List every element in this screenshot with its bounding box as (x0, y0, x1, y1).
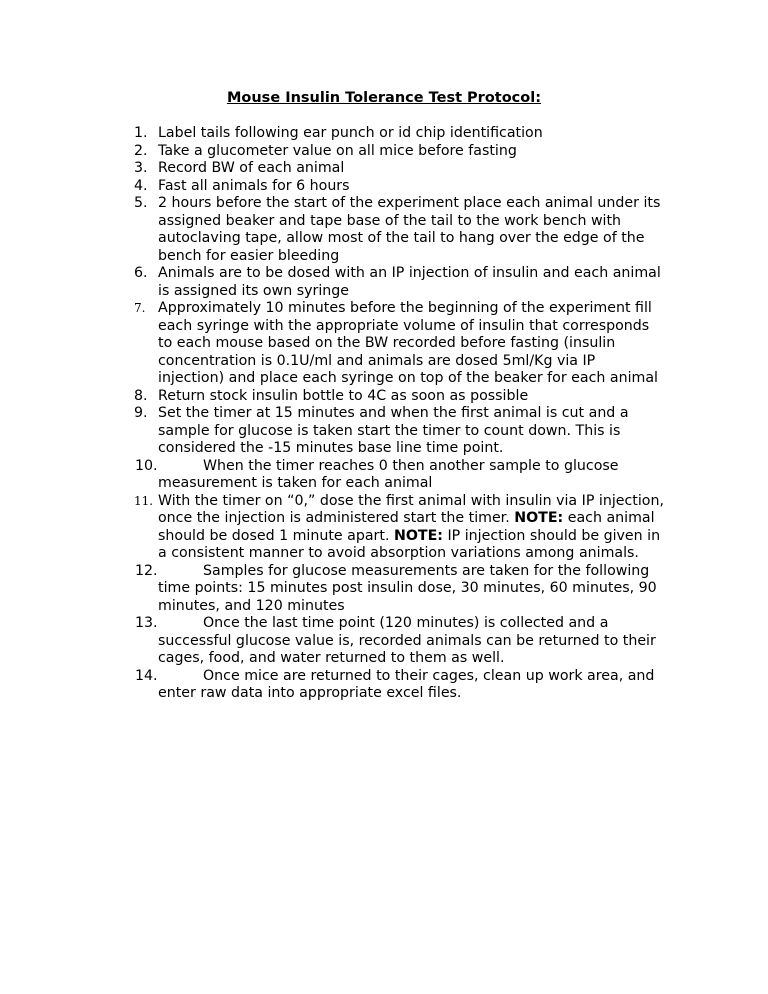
list-item (134, 143, 664, 161)
note-text: each animal should be dosed 1 minute apart. (158, 510, 655, 544)
step-number: 1. (134, 125, 148, 141)
list-item (134, 178, 664, 196)
list-item (134, 125, 664, 143)
step-number: 14. (135, 667, 158, 684)
step-text: Return stock insulin bottle to 4C as soon as possible (158, 387, 529, 404)
note-label: NOTE: (393, 527, 443, 544)
list-item (134, 388, 664, 406)
note-label: NOTE: (514, 510, 564, 526)
list-item (134, 265, 664, 300)
step-number: 9. (134, 405, 148, 421)
step-number: 6. (134, 265, 148, 281)
step-number: 13. (135, 615, 158, 631)
list-item (134, 493, 664, 563)
step-text: Set the timer at 15 minutes and when the first animal is cut and a sample for glucose is taken start the timer to count down. This is considered the -15 minutes base line time point. (158, 405, 629, 456)
step-text: Take a glucometer value on all mice before fasting (158, 142, 517, 159)
list-item (134, 458, 664, 493)
step-number: 8. (134, 387, 148, 404)
list-item (134, 615, 664, 668)
step-text: Once the last time point (120 minutes) is collected and a successful glucose value is, recorded animals can be returned to their cages, food, and water returned to them as well. (158, 615, 656, 666)
step-number: 10. (135, 457, 158, 474)
step-number: 4. (134, 177, 148, 194)
list-item (134, 300, 664, 388)
list-item (134, 563, 664, 616)
step-text: Approximately 10 minutes before the beginning of the experiment fill each syringe with the appropriate volume of insulin that corresponds to each mouse based on the BW recorded before fasting (insulin concentration is 0.1U/ml and animals are dosed 5ml/Kg via IP injection) and place each syringe on top of the beaker for each animal (158, 300, 658, 386)
list-item (134, 405, 664, 458)
step-text: Fast all animals for 6 hours (158, 177, 350, 194)
list-item (134, 195, 664, 265)
step-text: Once mice are returned to their cages, clean up work area, and enter raw data into appropriate excel files. (158, 667, 655, 701)
step-text: 2 hours before the start of the experiment place each animal under its assigned beaker and tape base of the tail to the work bench with autoclaving tape, allow most of the tail to hang over the edge of the bench for easier bleeding (158, 195, 661, 264)
step-number: 3. (134, 160, 148, 176)
step-number: 11. (134, 493, 154, 508)
step-number: 7. (134, 301, 146, 315)
note-text: IP injection should be given in a consistent manner to avoid absorption variations among animals. (158, 527, 661, 561)
list-item (134, 668, 664, 703)
list-item (134, 160, 664, 178)
step-number: 12. (135, 562, 158, 579)
step-number: 5. (134, 195, 148, 211)
protocol-steps-list (134, 125, 664, 703)
document-title: Mouse Insulin Tolerance Test Protocol: (226, 90, 542, 106)
step-text: With the timer on “0,” dose the first animal with insulin via IP injection, once the injection is administered start the timer. (158, 492, 664, 526)
step-text: Label tails following ear punch or id chip identification (158, 125, 543, 141)
step-text: Record BW of each animal (158, 160, 345, 176)
step-text: When the timer reaches 0 then another sample to glucose measurement is taken for each animal (158, 457, 619, 491)
step-text: Animals are to be dosed with an IP injection of insulin and each animal is assigned its own syringe (158, 265, 661, 299)
step-text: Samples for glucose measurements are taken for the following time points: 15 minutes post insulin dose, 30 minutes, 60 minutes, 90 minutes, and 120 minutes (158, 562, 657, 614)
step-number: 2. (134, 142, 148, 159)
